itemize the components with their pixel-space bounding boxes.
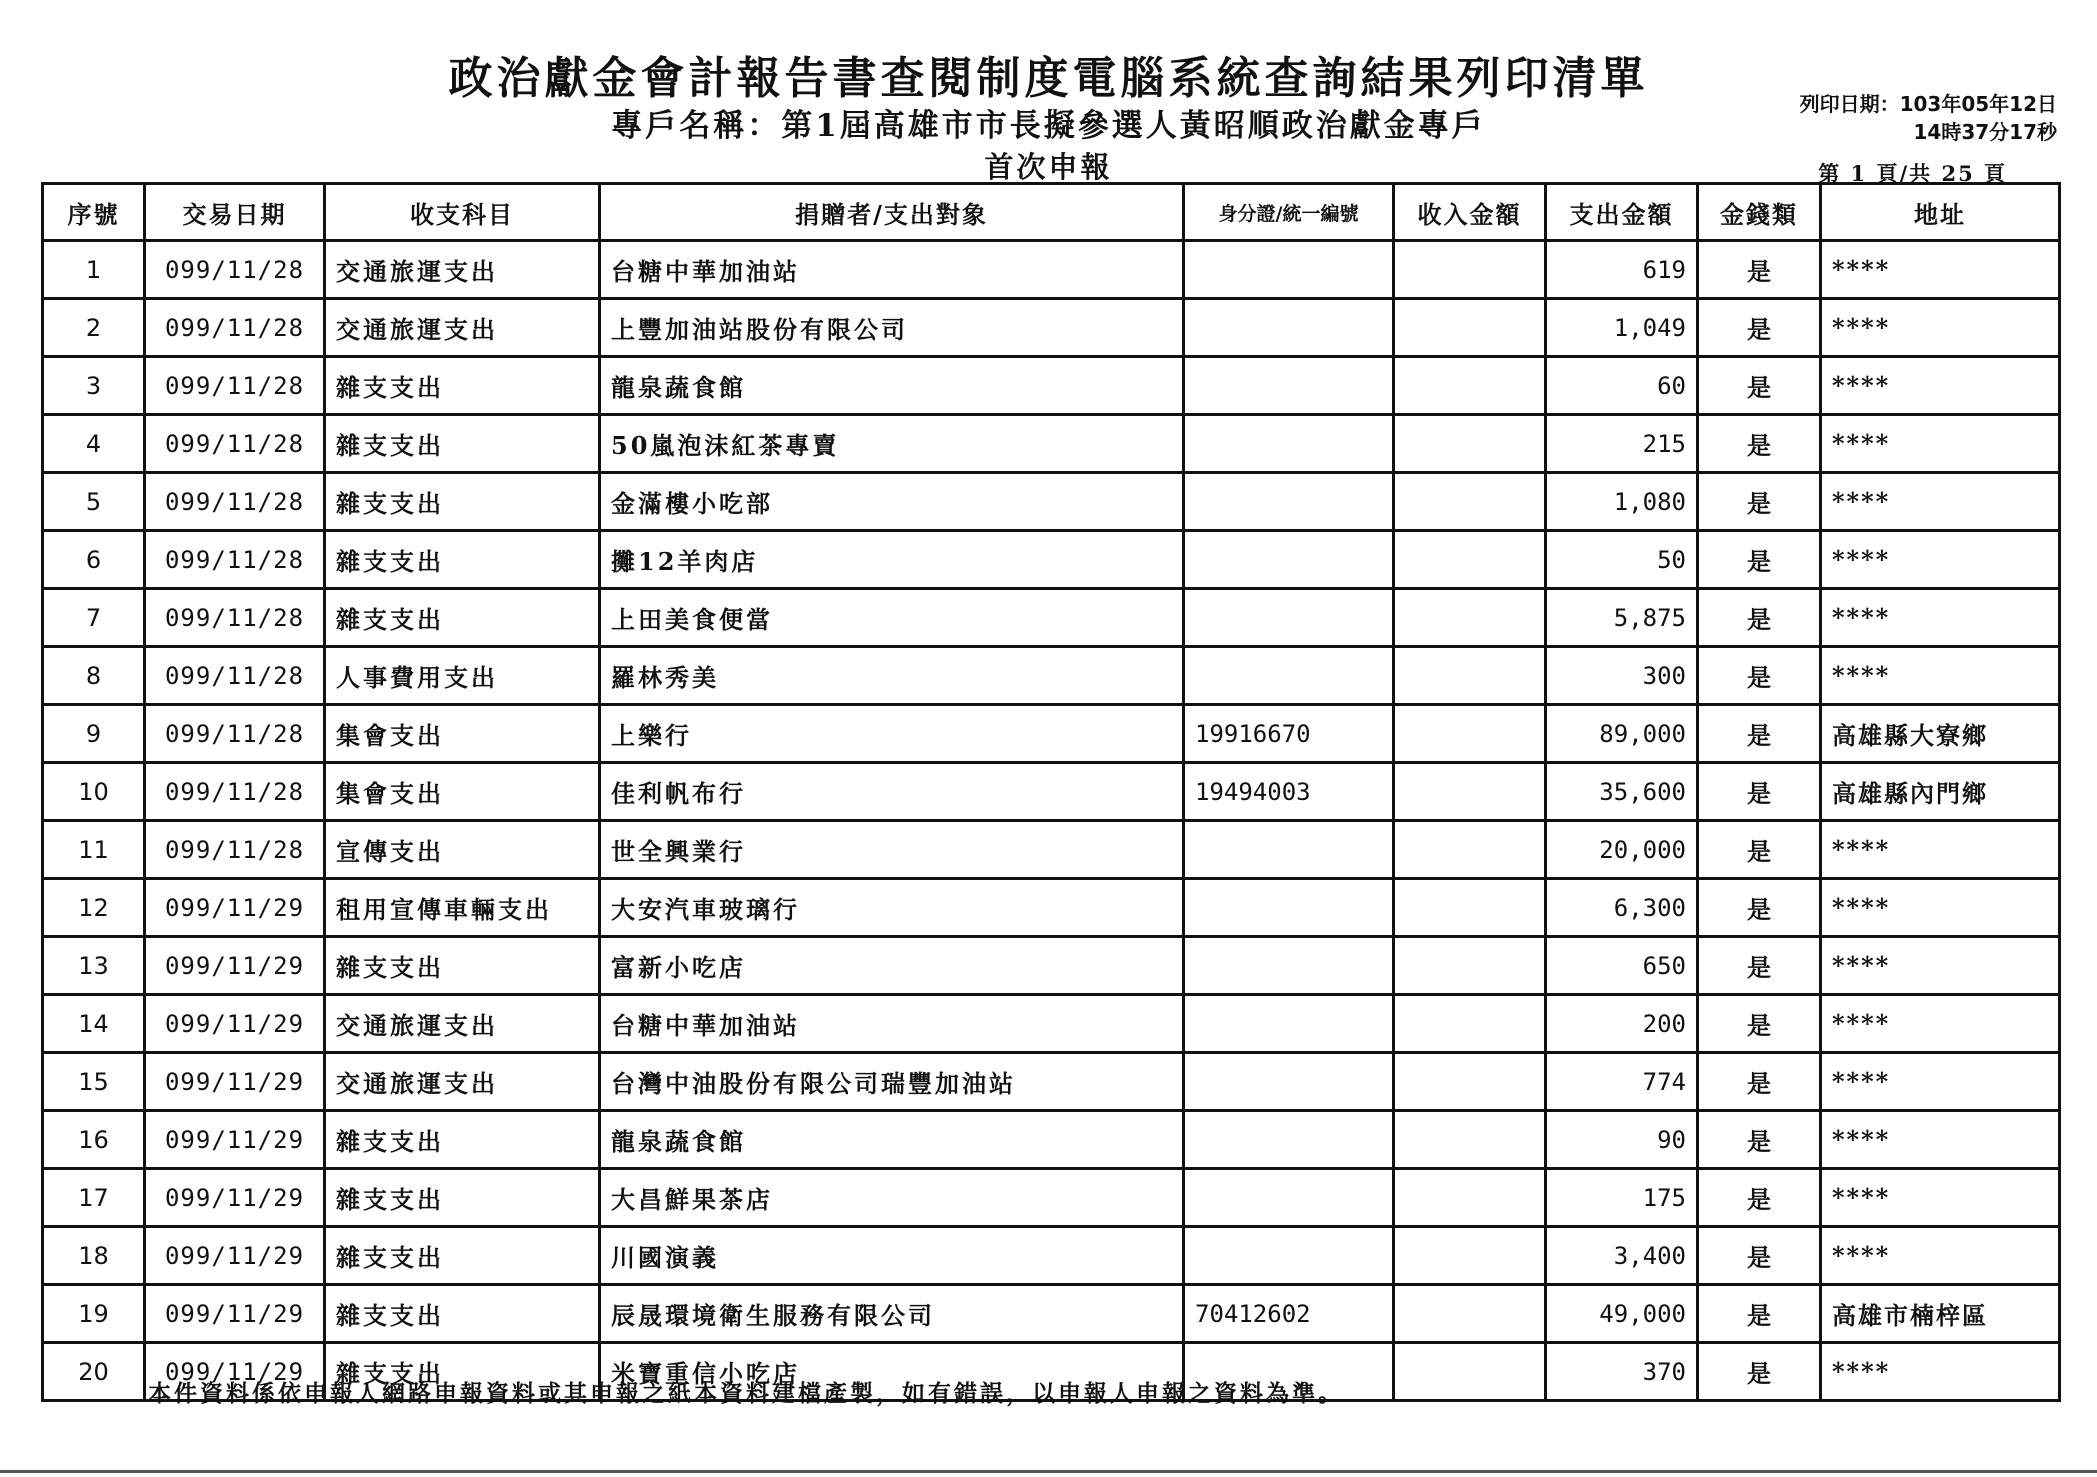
cell-date: 099/11/28	[145, 299, 325, 357]
cell-address: ****	[1821, 299, 2060, 357]
table-row	[43, 473, 2060, 531]
ledger-table	[41, 182, 2061, 1402]
cell-monetary: 是	[1698, 415, 1821, 473]
cell-income	[1394, 1343, 1546, 1401]
cell-id	[1184, 473, 1394, 531]
cell-seq: 7	[43, 589, 145, 647]
cell-income	[1394, 1169, 1546, 1227]
cell-address: ****	[1821, 879, 2060, 937]
cell-id	[1184, 647, 1394, 705]
col-header-party: 捐贈者/支出對象	[600, 184, 1184, 241]
cell-seq: 20	[43, 1343, 145, 1401]
cell-expense: 1,049	[1546, 299, 1698, 357]
cell-seq: 1	[43, 241, 145, 299]
cell-income	[1394, 589, 1546, 647]
cell-category: 交通旅運支出	[325, 241, 600, 299]
cell-monetary: 是	[1698, 589, 1821, 647]
cell-monetary: 是	[1698, 995, 1821, 1053]
cell-date: 099/11/28	[145, 473, 325, 531]
cell-category: 雜支支出	[325, 1111, 600, 1169]
table-row	[43, 995, 2060, 1053]
cell-party: 富新小吃店	[600, 937, 1184, 995]
cell-income	[1394, 415, 1546, 473]
cell-seq: 9	[43, 705, 145, 763]
cell-date: 099/11/29	[145, 937, 325, 995]
col-header-date: 交易日期	[145, 184, 325, 241]
cell-monetary: 是	[1698, 1169, 1821, 1227]
cell-seq: 8	[43, 647, 145, 705]
cell-date: 099/11/29	[145, 1111, 325, 1169]
cell-income	[1394, 1285, 1546, 1343]
cell-address: ****	[1821, 1111, 2060, 1169]
cell-income	[1394, 937, 1546, 995]
cell-category: 雜支支出	[325, 415, 600, 473]
cell-monetary: 是	[1698, 473, 1821, 531]
table-row	[43, 589, 2060, 647]
cell-id	[1184, 1111, 1394, 1169]
cell-monetary: 是	[1698, 1343, 1821, 1401]
table-row	[43, 1169, 2060, 1227]
cell-date: 099/11/28	[145, 647, 325, 705]
cell-id: 70412602	[1184, 1285, 1394, 1343]
cell-expense: 5,875	[1546, 589, 1698, 647]
cell-expense: 3,400	[1546, 1227, 1698, 1285]
cell-id	[1184, 299, 1394, 357]
cell-category: 租用宣傳車輛支出	[325, 879, 600, 937]
cell-category: 交通旅運支出	[325, 299, 600, 357]
cell-id	[1184, 879, 1394, 937]
report-type: 首次申報	[984, 150, 1113, 184]
cell-monetary: 是	[1698, 1053, 1821, 1111]
cell-expense: 90	[1546, 1111, 1698, 1169]
cell-party: 上豐加油站股份有限公司	[600, 299, 1184, 357]
cell-date: 099/11/28	[145, 241, 325, 299]
cell-date: 099/11/28	[145, 763, 325, 821]
cell-address: 高雄縣大寮鄉	[1821, 705, 2060, 763]
cell-party: 金滿樓小吃部	[600, 473, 1184, 531]
cell-monetary: 是	[1698, 241, 1821, 299]
cell-party: 台灣中油股份有限公司瑞豐加油站	[600, 1053, 1184, 1111]
cell-id	[1184, 241, 1394, 299]
cell-party: 米寶重信小吃店	[600, 1343, 1184, 1401]
cell-party: 上樂行	[600, 705, 1184, 763]
cell-seq: 2	[43, 299, 145, 357]
cell-expense: 6,300	[1546, 879, 1698, 937]
table-row	[43, 241, 2060, 299]
cell-seq: 3	[43, 357, 145, 415]
cell-expense: 650	[1546, 937, 1698, 995]
table-row	[43, 1053, 2060, 1111]
cell-category: 集會支出	[325, 705, 600, 763]
cell-party: 大昌鮮果茶店	[600, 1169, 1184, 1227]
cell-address: ****	[1821, 531, 2060, 589]
cell-category: 宣傳支出	[325, 821, 600, 879]
cell-monetary: 是	[1698, 879, 1821, 937]
cell-seq: 19	[43, 1285, 145, 1343]
print-date	[1800, 90, 2057, 146]
cell-address: 高雄縣內門鄉	[1821, 763, 2060, 821]
cell-party: 龍泉蔬食館	[600, 357, 1184, 415]
cell-date: 099/11/29	[145, 1343, 325, 1401]
cell-address: ****	[1821, 647, 2060, 705]
cell-seq: 18	[43, 1227, 145, 1285]
cell-seq: 13	[43, 937, 145, 995]
cell-id	[1184, 937, 1394, 995]
print-date-line1: 列印日期：103年05年12日	[1799, 92, 2057, 116]
cell-seq: 17	[43, 1169, 145, 1227]
cell-expense: 49,000	[1546, 1285, 1698, 1343]
cell-expense: 35,600	[1546, 763, 1698, 821]
table-row	[43, 1111, 2060, 1169]
table-header-row	[43, 184, 2060, 241]
cell-date: 099/11/28	[145, 705, 325, 763]
cell-address: ****	[1821, 1343, 2060, 1401]
cell-category: 交通旅運支出	[325, 1053, 600, 1111]
print-date-line2: 14時37分17秒	[1913, 120, 2057, 144]
cell-date: 099/11/29	[145, 1285, 325, 1343]
cell-income	[1394, 821, 1546, 879]
cell-expense: 175	[1546, 1169, 1698, 1227]
cell-seq: 12	[43, 879, 145, 937]
cell-id	[1184, 1169, 1394, 1227]
cell-id	[1184, 1053, 1394, 1111]
cell-expense: 1,080	[1546, 473, 1698, 531]
cell-address: ****	[1821, 1169, 2060, 1227]
cell-seq: 15	[43, 1053, 145, 1111]
account-name: 專戶名稱：第1屆高雄市市長擬參選人黃昭順政治獻金專戶	[611, 108, 1486, 144]
page-edge	[0, 1470, 2097, 1473]
cell-party: 羅林秀美	[600, 647, 1184, 705]
cell-expense: 300	[1546, 647, 1698, 705]
cell-id	[1184, 531, 1394, 589]
table-row	[43, 937, 2060, 995]
cell-party: 台糖中華加油站	[600, 995, 1184, 1053]
table-row	[43, 357, 2060, 415]
table-row	[43, 821, 2060, 879]
cell-address: 高雄市楠梓區	[1821, 1285, 2060, 1343]
cell-income	[1394, 1227, 1546, 1285]
table-row	[43, 1285, 2060, 1343]
cell-id	[1184, 995, 1394, 1053]
cell-income	[1394, 995, 1546, 1053]
cell-date: 099/11/29	[145, 879, 325, 937]
cell-seq: 5	[43, 473, 145, 531]
page-indicator: 第 1 頁/共 25 頁	[1818, 161, 2007, 186]
cell-income	[1394, 647, 1546, 705]
col-header-id: 身分證/統一編號	[1184, 184, 1394, 241]
cell-id	[1184, 415, 1394, 473]
cell-seq: 10	[43, 763, 145, 821]
cell-expense: 50	[1546, 531, 1698, 589]
cell-party: 世全興業行	[600, 821, 1184, 879]
table-row	[43, 415, 2060, 473]
cell-category: 雜支支出	[325, 357, 600, 415]
cell-party: 佳利帆布行	[600, 763, 1184, 821]
table-row	[43, 763, 2060, 821]
cell-monetary: 是	[1698, 647, 1821, 705]
cell-income	[1394, 1111, 1546, 1169]
cell-date: 099/11/29	[145, 1169, 325, 1227]
ledger-body	[43, 241, 2060, 1401]
cell-party: 攤12羊肉店	[600, 531, 1184, 589]
col-header-seq: 序號	[43, 184, 145, 241]
cell-address: ****	[1821, 357, 2060, 415]
cell-address: ****	[1821, 937, 2060, 995]
cell-income	[1394, 1053, 1546, 1111]
cell-category: 雜支支出	[325, 937, 600, 995]
cell-party: 龍泉蔬食館	[600, 1111, 1184, 1169]
cell-expense: 20,000	[1546, 821, 1698, 879]
cell-income	[1394, 473, 1546, 531]
cell-date: 099/11/29	[145, 995, 325, 1053]
table-row	[43, 531, 2060, 589]
cell-date: 099/11/28	[145, 531, 325, 589]
cell-address: ****	[1821, 415, 2060, 473]
cell-expense: 370	[1546, 1343, 1698, 1401]
cell-date: 099/11/28	[145, 415, 325, 473]
table-row	[43, 879, 2060, 937]
table-row	[43, 647, 2060, 705]
cell-date: 099/11/29	[145, 1227, 325, 1285]
cell-id: 19916670	[1184, 705, 1394, 763]
cell-monetary: 是	[1698, 299, 1821, 357]
col-header-category: 收支科目	[325, 184, 600, 241]
cell-monetary: 是	[1698, 531, 1821, 589]
cell-monetary: 是	[1698, 705, 1821, 763]
table-row	[43, 1227, 2060, 1285]
col-header-monetary: 金錢類	[1698, 184, 1821, 241]
cell-category: 雜支支出	[325, 1227, 600, 1285]
cell-income	[1394, 763, 1546, 821]
cell-monetary: 是	[1698, 357, 1821, 415]
table-row	[43, 299, 2060, 357]
cell-seq: 6	[43, 531, 145, 589]
cell-income	[1394, 299, 1546, 357]
cell-category: 雜支支出	[325, 1285, 600, 1343]
cell-seq: 11	[43, 821, 145, 879]
cell-id	[1184, 589, 1394, 647]
cell-id: 19494003	[1184, 763, 1394, 821]
cell-party: 台糖中華加油站	[600, 241, 1184, 299]
col-header-income: 收入金額	[1394, 184, 1546, 241]
col-header-address: 地址	[1821, 184, 2060, 241]
cell-id	[1184, 821, 1394, 879]
cell-party: 上田美食便當	[600, 589, 1184, 647]
document-title: 政治獻金會計報告書查閱制度電腦系統查詢結果列印清單	[448, 53, 1649, 104]
cell-income	[1394, 705, 1546, 763]
cell-income	[1394, 879, 1546, 937]
cell-expense: 619	[1546, 241, 1698, 299]
cell-address: ****	[1821, 1227, 2060, 1285]
cell-date: 099/11/29	[145, 1053, 325, 1111]
cell-income	[1394, 241, 1546, 299]
cell-expense: 200	[1546, 995, 1698, 1053]
cell-address: ****	[1821, 995, 2060, 1053]
cell-party: 川國演義	[600, 1227, 1184, 1285]
cell-monetary: 是	[1698, 763, 1821, 821]
col-header-expense: 支出金額	[1546, 184, 1698, 241]
cell-seq: 4	[43, 415, 145, 473]
cell-party: 50嵐泡沫紅茶專賣	[600, 415, 1184, 473]
table-row	[43, 705, 2060, 763]
cell-id	[1184, 357, 1394, 415]
cell-date: 099/11/28	[145, 589, 325, 647]
cell-expense: 89,000	[1546, 705, 1698, 763]
cell-address: ****	[1821, 589, 2060, 647]
cell-date: 099/11/28	[145, 357, 325, 415]
cell-expense: 60	[1546, 357, 1698, 415]
cell-seq: 16	[43, 1111, 145, 1169]
cell-monetary: 是	[1698, 821, 1821, 879]
cell-address: ****	[1821, 241, 2060, 299]
cell-address: ****	[1821, 821, 2060, 879]
cell-address: ****	[1821, 1053, 2060, 1111]
cell-monetary: 是	[1698, 1111, 1821, 1169]
cell-category: 人事費用支出	[325, 647, 600, 705]
cell-party: 大安汽車玻璃行	[600, 879, 1184, 937]
cell-monetary: 是	[1698, 1285, 1821, 1343]
cell-date: 099/11/28	[145, 821, 325, 879]
cell-category: 雜支支出	[325, 531, 600, 589]
cell-category: 集會支出	[325, 763, 600, 821]
cell-expense: 774	[1546, 1053, 1698, 1111]
cell-income	[1394, 531, 1546, 589]
footer-note: 本件資料係依申報人網路申報資料或其申報之紙本資料建檔產製，如有錯誤，以申報人申報之資料為準。	[148, 1380, 1344, 1407]
cell-category: 雜支支出	[325, 473, 600, 531]
cell-monetary: 是	[1698, 937, 1821, 995]
cell-party: 辰晟環境衛生服務有限公司	[600, 1285, 1184, 1343]
cell-category: 交通旅運支出	[325, 995, 600, 1053]
cell-id	[1184, 1227, 1394, 1285]
cell-seq: 14	[43, 995, 145, 1053]
cell-category: 雜支支出	[325, 589, 600, 647]
cell-income	[1394, 357, 1546, 415]
cell-monetary: 是	[1698, 1227, 1821, 1285]
cell-address: ****	[1821, 473, 2060, 531]
cell-expense: 215	[1546, 415, 1698, 473]
cell-category: 雜支支出	[325, 1343, 600, 1401]
cell-category: 雜支支出	[325, 1169, 600, 1227]
